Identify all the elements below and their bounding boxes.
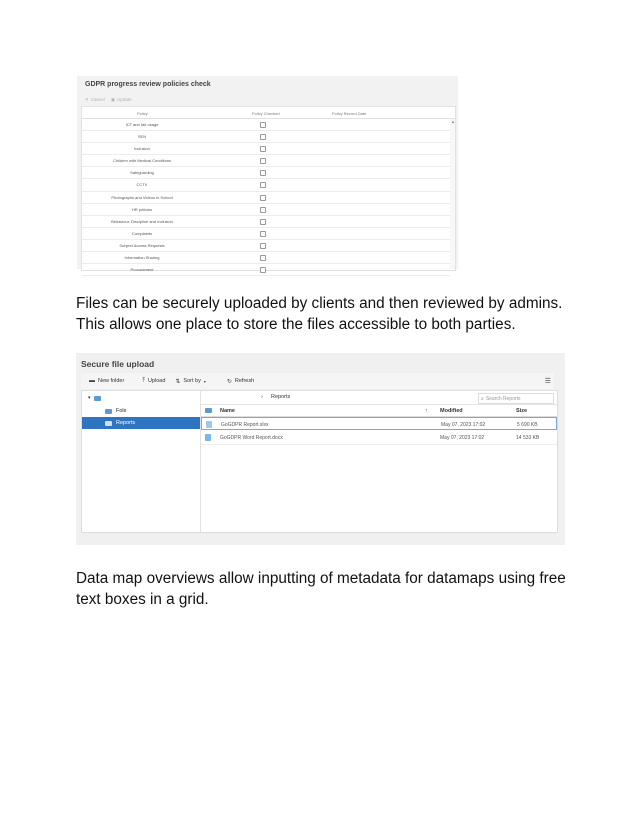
col-policy: Policy <box>137 111 148 116</box>
upload-screenshot <box>76 353 565 545</box>
tree-root[interactable] <box>88 395 101 401</box>
policy-checked-checkbox[interactable] <box>260 207 266 213</box>
folder-icon: ▬ <box>89 378 95 384</box>
policy-name: Subject Access Requests <box>119 242 165 248</box>
sort-arrow-icon[interactable]: ↑ <box>425 408 428 414</box>
update-button[interactable]: ▣ Update <box>110 97 132 102</box>
datamap-description: Data map overviews allow inputting of metadata for datamaps using free text boxes in a grid. <box>76 570 566 608</box>
policy-name: CCTV <box>136 182 148 188</box>
policy-row <box>82 204 450 216</box>
folder-icon <box>94 396 101 401</box>
upload-toolbar <box>81 373 554 389</box>
search-input[interactable]: ⌕ Search Reports <box>478 393 554 404</box>
upload-button[interactable]: ⤒ Upload <box>142 377 166 384</box>
upload-description: Files can be securely uploaded by clients and then reviewed by admins. This allows one place to store the files accessible to both parties. <box>76 295 563 333</box>
policy-checked-checkbox[interactable] <box>260 122 266 128</box>
policy-checked-checkbox[interactable] <box>260 134 266 140</box>
file-name: GoGDPR Report.xlsx <box>221 422 269 428</box>
file-name: GoGDPR Word Report.docx <box>220 435 283 441</box>
policy-checked-checkbox[interactable] <box>260 182 266 188</box>
file-manager <box>81 390 558 533</box>
spreadsheet-file-icon <box>206 421 212 428</box>
chevron-down-icon: ▾ <box>203 378 206 384</box>
policy-row <box>82 192 450 204</box>
folder-icon <box>205 408 212 413</box>
policy-checked-checkbox[interactable] <box>260 231 266 237</box>
grid-body <box>82 119 450 276</box>
gdpr-title: GDPR progress review policies check <box>85 81 211 88</box>
col-name[interactable]: Name <box>220 408 235 414</box>
file-row[interactable] <box>201 431 557 445</box>
policy-checked-checkbox[interactable] <box>260 170 266 176</box>
policy-row <box>82 240 450 252</box>
policy-row <box>82 228 450 240</box>
policy-name: Behaviour, Discipline and Inclusion <box>111 218 173 224</box>
new-folder-button[interactable]: ▬ New folder <box>89 378 125 384</box>
cancel-button[interactable]: ✕ Cancel <box>85 97 105 102</box>
policy-row <box>82 179 450 191</box>
policy-checked-checkbox[interactable] <box>260 255 266 261</box>
file-pane <box>201 391 557 532</box>
policy-grid <box>81 106 456 271</box>
policy-name: SEN <box>137 134 147 140</box>
upload-icon: ⤒ <box>142 377 145 384</box>
col-policy-record-date: Policy Record Date <box>332 111 367 116</box>
grid-header <box>82 107 455 119</box>
search-icon: ⌕ <box>481 395 484 402</box>
policy-checked-checkbox[interactable] <box>260 267 266 273</box>
file-modified: May 07, 2023 17:02 <box>440 435 485 441</box>
breadcrumb <box>201 391 557 405</box>
policy-row <box>82 119 450 131</box>
col-size[interactable]: Size <box>516 408 528 414</box>
policy-checked-checkbox[interactable] <box>260 195 266 201</box>
sort-by-button[interactable]: ⇅ Sort by ▾ <box>175 378 206 385</box>
policy-name: HR policies <box>131 206 153 212</box>
col-policy-checked: Policy Checked <box>252 111 280 116</box>
file-size: 5 690 KB <box>517 422 538 428</box>
policy-checked-checkbox[interactable] <box>260 243 266 249</box>
grid-scrollbar[interactable] <box>450 119 455 269</box>
document-file-icon <box>205 434 211 441</box>
policy-name: ICT and fair usage <box>125 122 159 127</box>
save-icon: ▣ <box>110 97 116 102</box>
file-table-header <box>201 405 557 417</box>
policy-name: Information Sharing <box>124 255 160 261</box>
refresh-icon: ↻ <box>226 378 232 385</box>
file-row[interactable] <box>201 417 557 430</box>
policy-checked-checkbox[interactable] <box>260 146 266 152</box>
policy-name: Children with Medical Conditions <box>112 158 172 164</box>
policy-row <box>82 167 450 179</box>
policy-row <box>82 143 450 155</box>
tree-folder-reports[interactable]: Reports <box>82 417 200 429</box>
policy-row <box>82 131 450 143</box>
policy-checked-checkbox[interactable] <box>260 219 266 225</box>
breadcrumb-reports[interactable]: Reports <box>271 394 291 400</box>
folder-icon <box>105 421 112 426</box>
policy-row <box>82 252 450 264</box>
policy-row <box>82 155 450 167</box>
chevron-right-icon: › <box>261 394 263 400</box>
policy-row <box>82 264 450 276</box>
refresh-button[interactable]: ↻ Refresh <box>226 378 255 385</box>
file-modified: May 07, 2023 17:02 <box>441 422 486 428</box>
close-icon: ✕ <box>85 97 89 102</box>
folder-icon <box>105 409 112 414</box>
policy-name: Procurement <box>130 267 154 273</box>
gdpr-toolbar <box>85 97 132 103</box>
menu-icon[interactable]: ☰ <box>544 378 551 385</box>
gdpr-screenshot <box>77 76 458 273</box>
policy-row <box>82 216 450 228</box>
col-modified[interactable]: Modified <box>440 408 463 414</box>
policy-checked-checkbox[interactable] <box>260 158 266 164</box>
scroll-up-icon[interactable]: ▲ <box>451 119 455 124</box>
policy-name: Photographs and Videos in School <box>111 194 173 200</box>
policy-name: Complaints <box>131 230 152 236</box>
upload-title: Secure file upload <box>81 359 155 369</box>
folder-tree <box>82 391 201 532</box>
tree-folder-fols[interactable]: Fols <box>82 405 200 417</box>
policy-name: Inclusion <box>134 146 150 152</box>
caret-down-icon[interactable]: ▾ <box>88 395 91 401</box>
policy-name: Safeguarding <box>130 170 154 176</box>
sort-icon: ⇅ <box>175 378 181 385</box>
file-size: 14 533 KB <box>516 435 540 441</box>
